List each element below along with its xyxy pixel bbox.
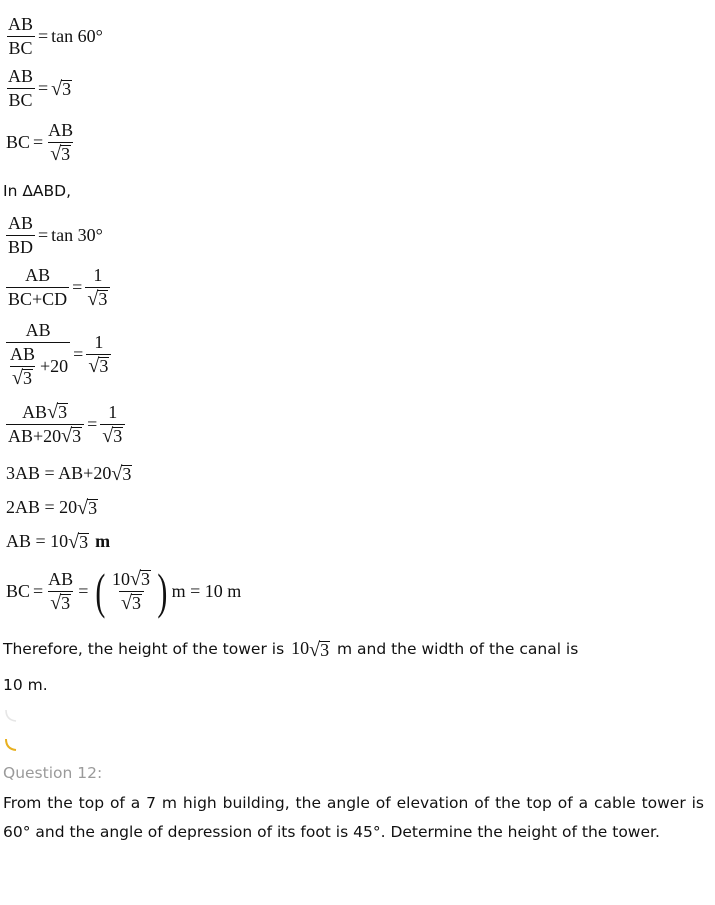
equation-bc-result: BC = AB √ 3 = ( 10 √ 3 √ 3 ) m = 10 m <box>6 563 242 619</box>
triangle-abd-label: In ΔABD, <box>3 182 72 200</box>
equation-bc-value: BC = AB √ 3 <box>6 120 74 165</box>
faded-curl-icon <box>4 708 18 724</box>
conclusion-line-2: 10 m. <box>3 676 48 694</box>
equation-ab-over-bc-plus-cd: $\frac{AB}{BC+CD}$ = 1 √ 3 <box>6 265 110 310</box>
conclusion-line: Therefore, the height of the tower is 10 √ 3 m and the width of the canal is <box>3 638 579 661</box>
question-text: From the top of a 7 m high building, the angle of elevation of the top of a cable tower is 60° and the angle of depression of its foot is 45°. Determine the height of the tower. <box>3 794 704 841</box>
equation-3ab: 3AB = AB+20 √ 3 <box>6 462 132 485</box>
equation-ab-over-bc-tan60: $\frac{AB}{BC}$ = tan 60° <box>8 14 103 58</box>
equation-compound-fraction: AB AB √ 3 +20 = 1 √ 3 <box>6 320 111 389</box>
equation-ab-result: AB = 10 √ 3 m <box>6 530 111 553</box>
equation-rationalized-fraction: AB √ 3 AB+20 √ 3 = 1 √ 3 <box>6 402 125 447</box>
equation-ab-over-bc-root3: $\frac{AB}{BC}$ = √ 3 <box>8 66 72 110</box>
equation-2ab: 2AB = 20 √ 3 <box>6 496 98 519</box>
curl-icon[interactable] <box>4 737 18 753</box>
question-title: Question 12: <box>3 764 103 782</box>
equation-ab-over-bd-tan30: $\frac{AB}{BD}$ = tan 30° <box>8 213 103 257</box>
